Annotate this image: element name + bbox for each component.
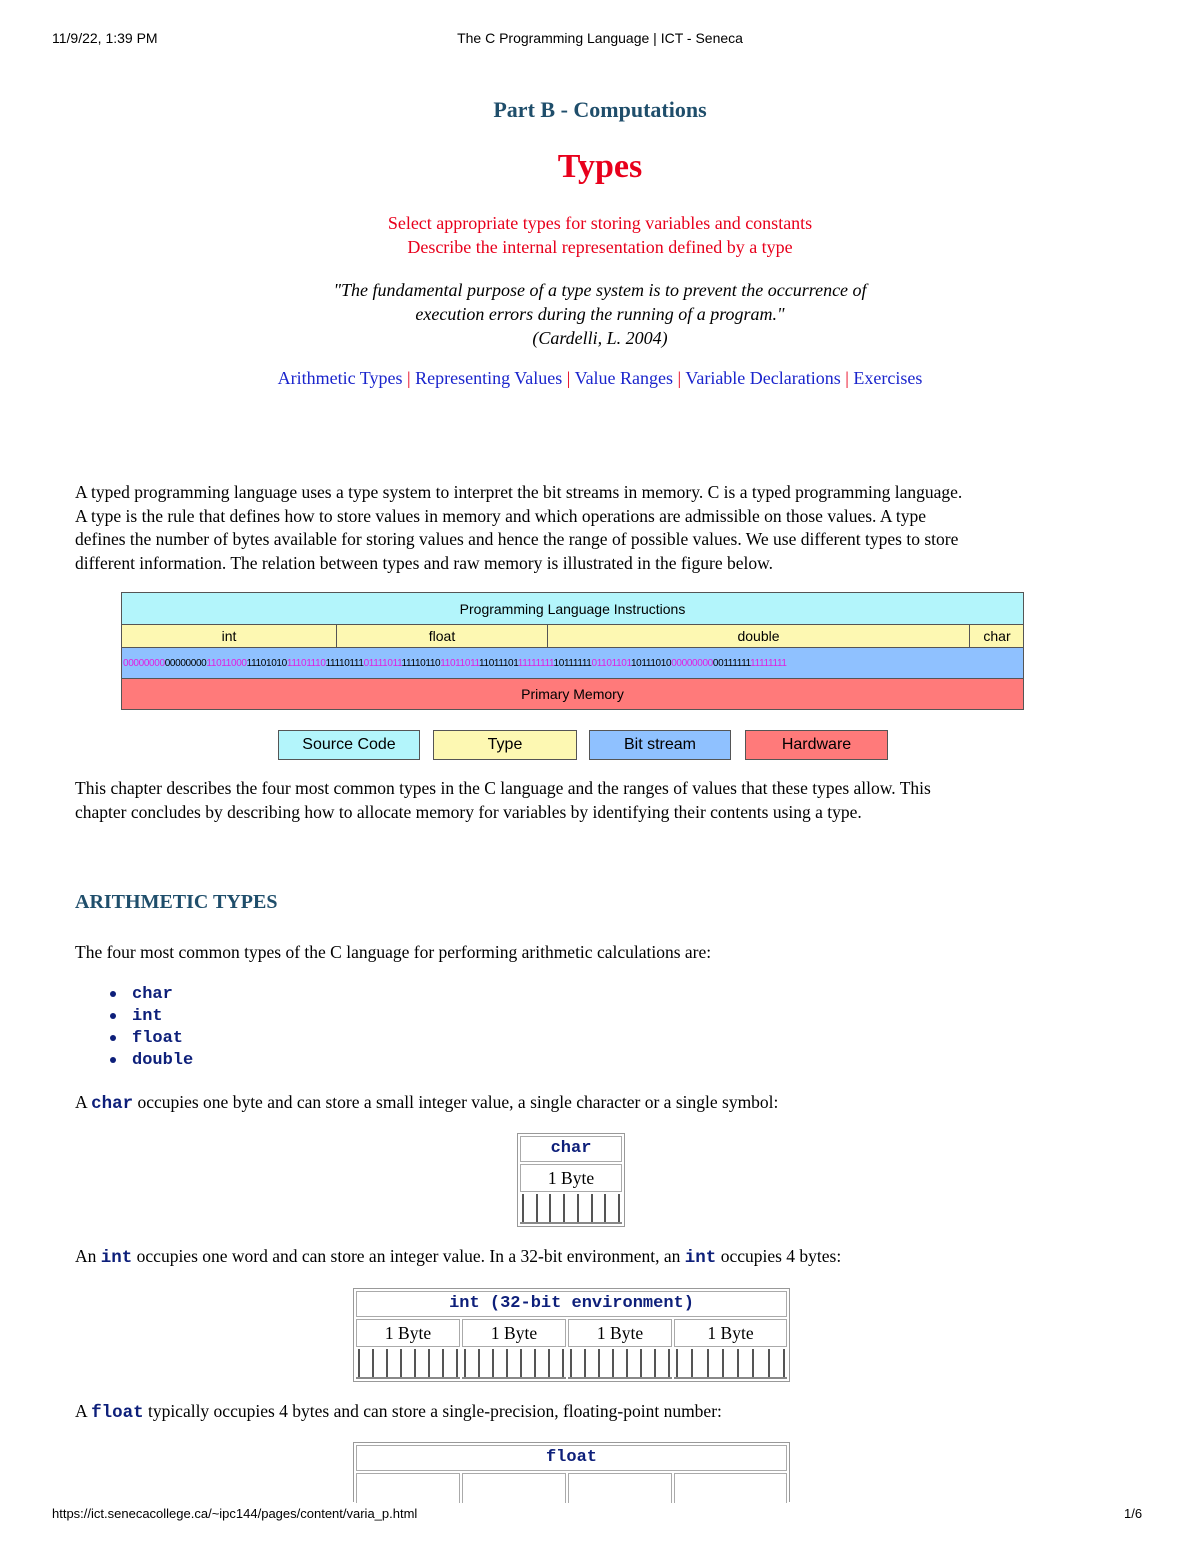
part-title: Part B - Computations	[493, 97, 707, 122]
chapter-paragraph	[75, 777, 1075, 824]
nav-separator: |	[673, 368, 686, 388]
table-header: int (32-bit environment)	[356, 1291, 787, 1317]
list-item	[110, 1027, 193, 1049]
types-row	[121, 624, 1024, 648]
int-description	[75, 1245, 1075, 1271]
list-item-label: int	[132, 1006, 163, 1026]
bit-group: 11111111	[750, 657, 787, 669]
list-item-label: char	[132, 984, 173, 1004]
quote-line-1: "The fundamental purpose of a type system is to prevent the occurrence of	[333, 280, 867, 300]
section-heading-arithmetic-types: ARITHMETIC TYPES	[75, 891, 278, 913]
bitstream	[122, 658, 787, 669]
intro-line: different information. The relation between types and raw memory is illustrated in the figure below.	[75, 552, 774, 573]
text: A	[75, 1092, 92, 1112]
text: occupies 4 bytes:	[716, 1246, 842, 1266]
instructions-label: Programming Language Instructions	[459, 600, 686, 617]
byte-cell: 1 Byte	[520, 1164, 622, 1192]
nav-separator: |	[402, 368, 416, 388]
section-nav	[0, 368, 1200, 389]
nav-link-exercises[interactable]: Exercises	[853, 368, 923, 388]
bit-group: 11011011	[440, 657, 480, 669]
memory-label: Primary Memory	[521, 686, 624, 702]
bullet-icon	[110, 1035, 116, 1041]
code-char: char	[91, 1094, 134, 1114]
bit-group: 11101110	[286, 657, 326, 669]
legend-bit-stream: Bit stream	[589, 730, 731, 760]
nav-link-arithmetic-types[interactable]: Arithmetic Types	[277, 368, 403, 388]
bit-group: 11111111	[517, 657, 554, 669]
bit-group: 01111011	[363, 657, 402, 669]
bit-group: 11011000	[206, 657, 247, 669]
print-page-title: The C Programming Language | ICT - Seneca	[457, 30, 743, 46]
table-header: float	[356, 1445, 787, 1471]
page-title: Types	[557, 148, 643, 185]
bit-group: 01101101	[591, 657, 631, 669]
text: occupies one byte and can store a small integer value, a single character or a single symbol:	[133, 1092, 779, 1112]
memory-row	[121, 678, 1024, 710]
type-cell-float: float	[337, 625, 548, 648]
code-float: float	[91, 1403, 144, 1423]
print-datetime: 11/9/22, 1:39 PM	[52, 30, 158, 46]
list-item-label: float	[132, 1028, 184, 1048]
byte-cell	[568, 1473, 672, 1503]
bit-group: 11011101	[479, 657, 518, 669]
intro-paragraph	[75, 481, 1075, 575]
legend-hardware: Hardware	[745, 730, 888, 760]
chapter-line: This chapter describes the four most common types in the C language and the ranges of values that these types allow. This	[75, 778, 931, 798]
bullet-icon	[110, 1013, 116, 1019]
bit-group: 11110111	[325, 657, 364, 669]
byte-cell: 1 Byte	[462, 1319, 566, 1347]
list-item-label: double	[132, 1050, 194, 1070]
text: An	[75, 1246, 101, 1266]
objective-1: Select appropriate types for storing variables and constants	[387, 213, 813, 233]
bit-ticks	[674, 1349, 787, 1379]
nav-link-variable-declarations[interactable]: Variable Declarations	[685, 368, 841, 388]
nav-link-value-ranges[interactable]: Value Ranges	[574, 368, 674, 388]
bit-group: 10111010	[630, 657, 672, 669]
type-cell-double: double	[548, 625, 970, 648]
byte-cell: 1 Byte	[674, 1319, 787, 1347]
arith-intro: The four most common types of the C language for performing arithmetic calculations are:	[75, 942, 712, 962]
table-header: char	[520, 1136, 622, 1162]
nav-link-representing-values[interactable]: Representing Values	[415, 368, 563, 388]
char-byte-table	[517, 1133, 625, 1227]
bit-group: 00000000	[123, 657, 165, 669]
nav-separator: |	[562, 368, 575, 388]
intro-line: defines the number of bytes available for storing values and hence the range of possible values. We use different types to store	[75, 529, 959, 549]
code-int: int	[684, 1248, 717, 1268]
bullet-icon	[110, 991, 116, 997]
chapter-line: chapter concludes by describing how to allocate memory for variables by identifying their contents using a type.	[75, 801, 862, 822]
bit-group: 00000000	[671, 657, 713, 669]
list-item	[110, 1049, 193, 1071]
bit-ticks	[568, 1349, 672, 1379]
text: A	[75, 1401, 92, 1421]
bitstream-row	[121, 647, 1024, 679]
bit-group: 11110110	[401, 657, 441, 669]
byte-cell	[356, 1473, 460, 1503]
print-page-number: 1/6	[1124, 1506, 1143, 1521]
code-int: int	[100, 1248, 133, 1268]
bit-group: 10111111	[553, 657, 592, 669]
type-cell-int: int	[122, 625, 337, 648]
bit-ticks	[520, 1194, 622, 1224]
byte-cell: 1 Byte	[568, 1319, 672, 1347]
byte-cell	[462, 1473, 566, 1503]
bit-group: 11101010	[246, 657, 287, 669]
bit-group: 00111111	[712, 657, 751, 669]
legend-source-code: Source Code	[278, 730, 420, 760]
intro-line: A type is the rule that defines how to store values in memory and which operations are admissible on those values. A type	[75, 505, 926, 526]
bit-group: 00000000	[164, 657, 207, 669]
byte-cell: 1 Byte	[356, 1319, 460, 1347]
intro-line: A typed programming language uses a type system to interpret the bit streams in memory. C is a typed programming language.	[75, 482, 963, 502]
legend-type: Type	[433, 730, 577, 760]
quote	[0, 278, 1200, 350]
byte-cell	[674, 1473, 787, 1503]
instructions-row	[121, 592, 1024, 625]
bullet-icon	[110, 1057, 116, 1063]
quote-citation: (Cardelli, L. 2004)	[532, 328, 668, 348]
list-item	[110, 1005, 193, 1027]
list-item	[110, 983, 193, 1005]
quote-line-2: execution errors during the running of a program."	[415, 304, 785, 324]
int-byte-table	[353, 1288, 790, 1382]
bit-ticks	[462, 1349, 566, 1379]
nav-separator: |	[840, 368, 854, 388]
text: typically occupies 4 bytes and can store a single-precision, floating-point number:	[143, 1401, 722, 1421]
bit-ticks	[356, 1349, 460, 1379]
char-description	[75, 1091, 1075, 1117]
type-list	[110, 983, 193, 1071]
type-cell-char: char	[983, 628, 1011, 644]
text: occupies one word and can store an integer value. In a 32-bit environment, an	[132, 1246, 685, 1266]
objective-2: Describe the internal representation defined by a type	[407, 237, 793, 257]
learning-objectives	[0, 211, 1200, 259]
float-description	[75, 1400, 1075, 1426]
print-url: https://ict.senecacollege.ca/~ipc144/pages/content/varia_p.html	[52, 1506, 418, 1521]
float-byte-table	[353, 1442, 790, 1502]
